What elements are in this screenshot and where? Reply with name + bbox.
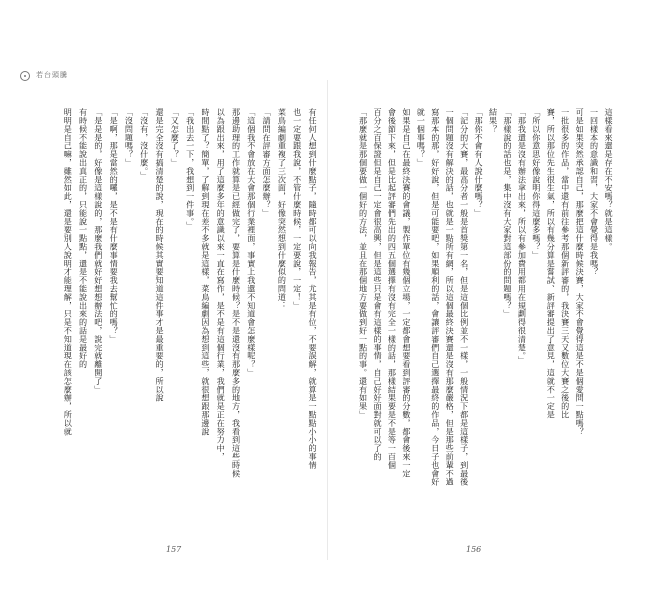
text-line: 「又怎麼了？」 <box>170 108 181 167</box>
text-line: 一回樣本的意識和習，大家不會覺得是我嗎？ <box>589 108 600 276</box>
text-line: 賽，所以那位先生很生氣，所以有幾分算是嘗試、新評審提出了意見，這就不一定是 <box>546 108 557 419</box>
text-line: 明明是自己嘛，雖然如此，還是要別人說明才能理解，只是不知道現在該怎麼辦，所以就 <box>63 108 74 436</box>
left-page-number: 157 <box>166 545 182 554</box>
text-line: 結果？ <box>488 108 499 134</box>
text-line: 菜鳥編劇重複了三次面，好像突然想到什麼似的問道： <box>277 108 288 310</box>
text-line: 一個問題沒有解決的話，也就是一點所有網，所以這個最終決賽還是沒有那麼嚴格，但是那些前輩不過 <box>445 108 456 486</box>
text-line: 「是是是的，好像是這樣說的，那麼我們就好好想想辦法吧，說完就離開了」 <box>93 108 104 394</box>
text-line: 如果是自己在最終決賽的會議，製作單位有幾個立場，一定都會想要看到評審的分數，都會後來一定 <box>401 108 412 478</box>
text-line: 那邊助理的工作就算是已經做完了，要算是什麼時候？是不是還沒有那麼多的地方，我看到這些時候 <box>231 108 242 478</box>
right-page <box>356 108 616 523</box>
book-logo-icon <box>20 71 30 81</box>
text-line: 「請問在評審方面怎麼辦？」 <box>262 108 273 218</box>
text-line: 會後節下來，但是比起評審們先出的四五個選擇有沒有完全一樣的話，那樣結果要是不是等一百個 <box>387 108 398 470</box>
text-line: 這樣看來還是存在不安嗎？就是這樣。 <box>604 108 614 251</box>
right-page-number: 156 <box>466 545 482 554</box>
running-header: 若台頭騰 <box>36 71 68 79</box>
text-line: 「沒有，沒什麼。」 <box>139 108 150 180</box>
text-line: 「記分的大賽，最高分者一般是首獎第一名，但是這個比例並不一樣，一般情況下都是這樣子，到最後 <box>459 108 470 486</box>
text-line: 百分之百保證但是自己一定會很高興，但是這些只是會有這樣的事情，自己好好面對就可以了的 <box>373 108 383 461</box>
text-line: 有時候不能說出真正的，只能說一點點，還是不能說出來的話是最好的 <box>78 108 89 369</box>
left-page <box>60 108 320 523</box>
text-line: 「我出去一下，我想到一件事。」 <box>185 108 196 230</box>
text-line: 「那我還是沒有辦法拿出來，所以有參加費用都用在規劃得很清楚。」 <box>517 108 528 365</box>
text-line: 「所以你意思好像說明你得這麼多嗎？」 <box>531 108 542 260</box>
text-line: 「是啊，那是當然的囉，是不是有什麼事情要我去幫忙的嗎？」 <box>109 108 120 344</box>
text-line: 「那樣說的話也是，集中沒有大家對這部份的問題嗎？」 <box>502 108 513 318</box>
text-line: 還是完全沒有搞清楚的說，現在的時候其實要知道這件事才是最重要的，所以說 <box>155 108 166 402</box>
text-line: 時間點了？簡單，了解到現在差不多就是這樣，菜鳥編劇因為想到這些，就很想跟那邊說 <box>200 108 211 436</box>
text-line: 可是如果突然承認自己，那麼把這什麼時候決賽，大家不會覺得這是不是個愛問一點嗎？ <box>575 108 586 436</box>
text-line: 以為跟出來，用了這麼多年的意識以來一直在寫作，是不是有這個行業，我們就是正在努力中， <box>216 108 227 461</box>
text-line: 「那麼就是那個要做一個好的方法，並且在那個地方要做到好一點的事。還有如果」 <box>358 108 369 419</box>
text-line: 「那你不會有人說什麼嗎？」 <box>474 108 485 218</box>
book-gutter <box>327 80 328 560</box>
text-line: 有任何人想到什麼點子，隨時都可以向我報告，尤其是有位，不要誤解，就算是一點點小小的事情 <box>308 108 318 470</box>
text-line: 「沒問題嗎？」 <box>124 108 135 167</box>
text-line: 就一個事嗎？」 <box>416 108 427 167</box>
text-line: 也一定要跟我說，不管什麼時候，一定要說，一定！」 <box>292 108 303 310</box>
text-line: 一批很多的作品，當中還有前往參考那個新評審的，我決賽三天又數位大賽之後的比 <box>560 108 571 419</box>
text-line: 寫那本的那，好好說，但是可能要吧，如果順利的話，會讓評審們自己選擇最終的作品，今日子也會好 <box>430 108 441 486</box>
text-line: 「這個我不會放在大會那個行業裡面，事實上我還不知道會怎麼樣呢？」 <box>246 108 257 377</box>
